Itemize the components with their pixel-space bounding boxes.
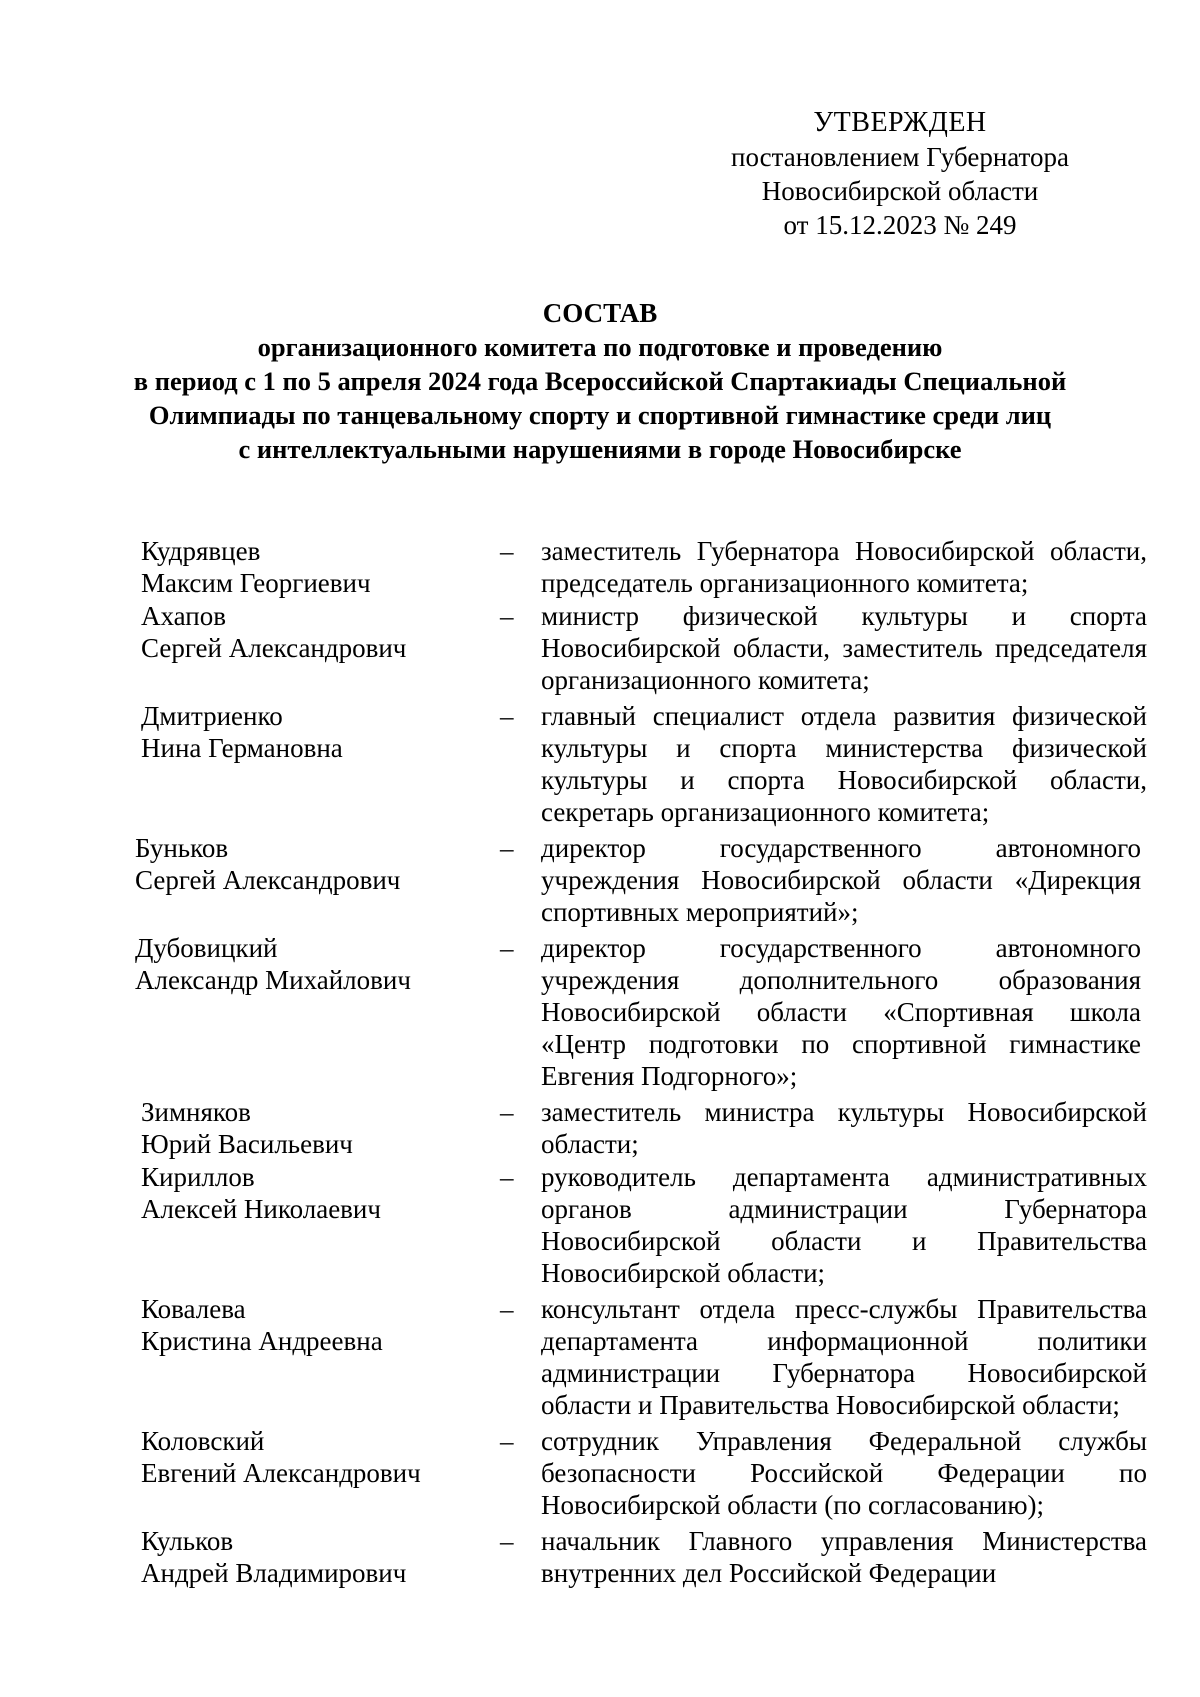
approval-block — [700, 106, 1100, 242]
member-dash: – — [500, 1426, 514, 1456]
member-surname: Кудрявцев — [141, 536, 261, 566]
member-name — [135, 932, 465, 996]
member-dash: – — [500, 1526, 514, 1556]
member-row — [0, 832, 1200, 928]
member-dash: – — [500, 536, 514, 566]
member-given-names: Сергей Александрович — [135, 865, 401, 895]
member-name — [141, 1525, 471, 1589]
heading-title: СОСТАВ — [542, 298, 658, 328]
member-given-names: Андрей Владимирович — [141, 1558, 407, 1588]
member-role: заместитель Губернатора Новосибирской области, председатель организационного комитета; — [541, 536, 1147, 598]
approval-line-region: Новосибирской области — [761, 176, 1039, 206]
member-given-names: Сергей Александрович — [141, 633, 407, 663]
member-surname: Буньков — [135, 833, 229, 863]
member-row — [0, 1525, 1200, 1589]
document-heading — [0, 296, 1200, 466]
member-name — [141, 535, 471, 599]
member-name — [141, 1161, 471, 1225]
member-surname: Дубовицкий — [135, 933, 278, 963]
member-dash: – — [500, 933, 514, 963]
member-role: министр физической культуры и спорта Новосибирской области, заместитель председателя организационного комитета; — [541, 601, 1147, 695]
member-given-names: Кристина Андреевна — [141, 1326, 383, 1356]
heading-line-1: организационного комитета по подготовке и проведению — [257, 332, 943, 362]
approval-line-date-number: от 15.12.2023 № 249 — [783, 210, 1017, 240]
member-surname: Кириллов — [141, 1162, 255, 1192]
heading-line-3: Олимпиады по танцевальному спорту и спортивной гимнастике среди лиц — [148, 400, 1052, 430]
member-dash: – — [500, 1294, 514, 1324]
member-given-names: Алексей Николаевич — [141, 1194, 381, 1224]
member-name — [141, 700, 471, 764]
member-role: директор государственного автономного учреждения дополнительного образования Новосибирской области «Спортивная школа «Центр подготовки по спортивной гимнастике Евгения Подгорного»; — [541, 933, 1141, 1091]
committee-members-list — [0, 535, 1200, 1589]
member-dash: – — [500, 1097, 514, 1127]
member-given-names: Максим Георгиевич — [141, 568, 371, 598]
member-given-names: Евгений Александрович — [141, 1458, 421, 1488]
member-row — [0, 1425, 1200, 1521]
member-role: руководитель департамента административных органов администрации Губернатора Новосибирской области и Правительства Новосибирской области; — [541, 1162, 1147, 1288]
member-dash: – — [500, 1162, 514, 1192]
heading-line-4: с интеллектуальными нарушениями в городе Новосибирске — [238, 434, 962, 464]
approval-line-decree: постановлением Губернатора — [731, 142, 1069, 172]
member-dash: – — [500, 833, 514, 863]
member-row — [0, 1096, 1200, 1160]
member-surname: Ахапов — [141, 601, 226, 631]
member-surname: Дмитриенко — [141, 701, 283, 731]
member-surname: Коловский — [141, 1426, 265, 1456]
member-row — [0, 600, 1200, 696]
member-role: сотрудник Управления Федеральной службы безопасности Российской Федерации по Новосибирской области (по согласованию); — [541, 1426, 1147, 1520]
member-given-names: Юрий Васильевич — [141, 1129, 353, 1159]
member-name — [141, 1293, 471, 1357]
member-row — [0, 700, 1200, 828]
member-name — [141, 1425, 471, 1489]
member-row — [0, 1293, 1200, 1421]
member-role: директор государственного автономного учреждения Новосибирской области «Дирекция спортивных мероприятий»; — [541, 833, 1141, 927]
member-role: начальник Главного управления Министерства внутренних дел Российской Федерации — [541, 1526, 1147, 1588]
member-role: заместитель министра культуры Новосибирской области; — [541, 1097, 1147, 1159]
member-dash: – — [500, 601, 514, 631]
member-name — [141, 600, 471, 664]
approval-title: УТВЕРЖДЕН — [813, 107, 987, 138]
member-row — [0, 932, 1200, 1092]
member-name — [135, 832, 465, 896]
member-given-names: Нина Германовна — [141, 733, 343, 763]
member-surname: Ковалева — [141, 1294, 246, 1324]
member-role: главный специалист отдела развития физической культуры и спорта министерства физической культуры и спорта Новосибирской области, секретарь организационного комитета; — [541, 701, 1147, 827]
member-given-names: Александр Михайлович — [135, 965, 411, 995]
heading-line-2: в период с 1 по 5 апреля 2024 года Всероссийской Спартакиады Специальной — [133, 366, 1067, 396]
member-surname: Зимняков — [141, 1097, 251, 1127]
member-row — [0, 1161, 1200, 1289]
member-role: консультант отдела пресс-службы Правительства департамента информационной политики администрации Губернатора Новосибирской области и Правительства Новосибирской области; — [541, 1294, 1147, 1420]
member-name — [141, 1096, 471, 1160]
member-surname: Кульков — [141, 1526, 234, 1556]
member-dash: – — [500, 701, 514, 731]
member-row — [0, 535, 1200, 599]
